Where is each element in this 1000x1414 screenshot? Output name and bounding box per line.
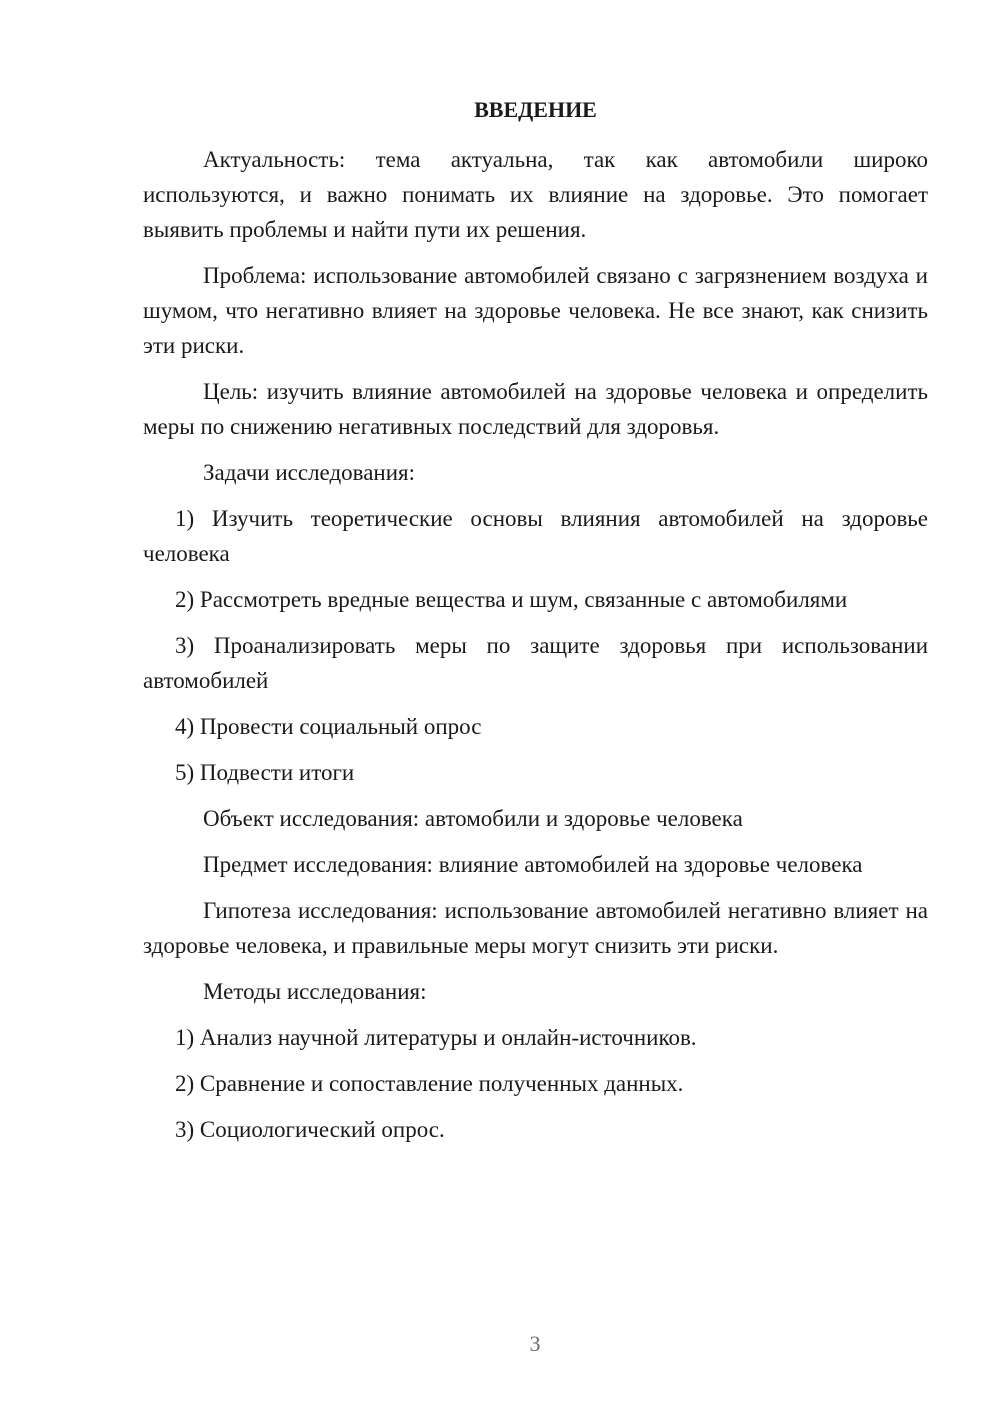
page-number: 3: [529, 1331, 541, 1356]
list-item-method-1: 1) Анализ научной литературы и онлайн-источников.: [175, 1025, 697, 1050]
tasks-title: Задачи исследования:: [203, 460, 416, 485]
list-item-method-3: 3) Социологический опрос.: [175, 1117, 445, 1142]
list-item-method-2: 2) Сравнение и сопоставление полученных данных.: [175, 1071, 684, 1096]
paragraph-problem: Проблема: использование автомобилей связано с загрязнением воздуха и шумом, что негативно влияет на здоровье человека. Не все знают, как снизить эти риски.: [143, 263, 928, 358]
list-item-task-4: 4) Провести социальный опрос: [175, 714, 482, 739]
paragraph-object: Объект исследования: автомобили и здоровье человека: [203, 806, 743, 831]
paragraph-subject: Предмет исследования: влияние автомобилей на здоровье человека: [203, 852, 863, 877]
methods-title: Методы исследования:: [203, 979, 427, 1004]
paragraph-hypothesis: Гипотеза исследования: использование автомобилей негативно влияет на здоровье человека, и правильные меры могут снизить эти риски.: [143, 898, 928, 958]
document-body: [143, 94, 928, 1158]
paragraph-goal: Цель: изучить влияние автомобилей на здоровье человека и определить меры по снижению негативных последствий для здоровья.: [143, 379, 928, 439]
list-item-task-5: 5) Подвести итоги: [175, 760, 355, 785]
page-title: ВВЕДЕНИЕ: [474, 97, 597, 122]
paragraph-relevance: Актуальность: тема актуальна, так как автомобили широко используются, и важно понимать их влияние на здоровье. Это помогает выявить проблемы и найти пути их решения.: [143, 147, 928, 242]
list-item-task-1: 1) Изучить теоретические основы влияния автомобилей на здоровье человека: [143, 506, 928, 566]
list-item-task-2: 2) Рассмотреть вредные вещества и шум, связанные с автомобилями: [175, 587, 848, 612]
list-item-task-3: 3) Проанализировать меры по защите здоровья при использовании автомобилей: [143, 633, 928, 693]
